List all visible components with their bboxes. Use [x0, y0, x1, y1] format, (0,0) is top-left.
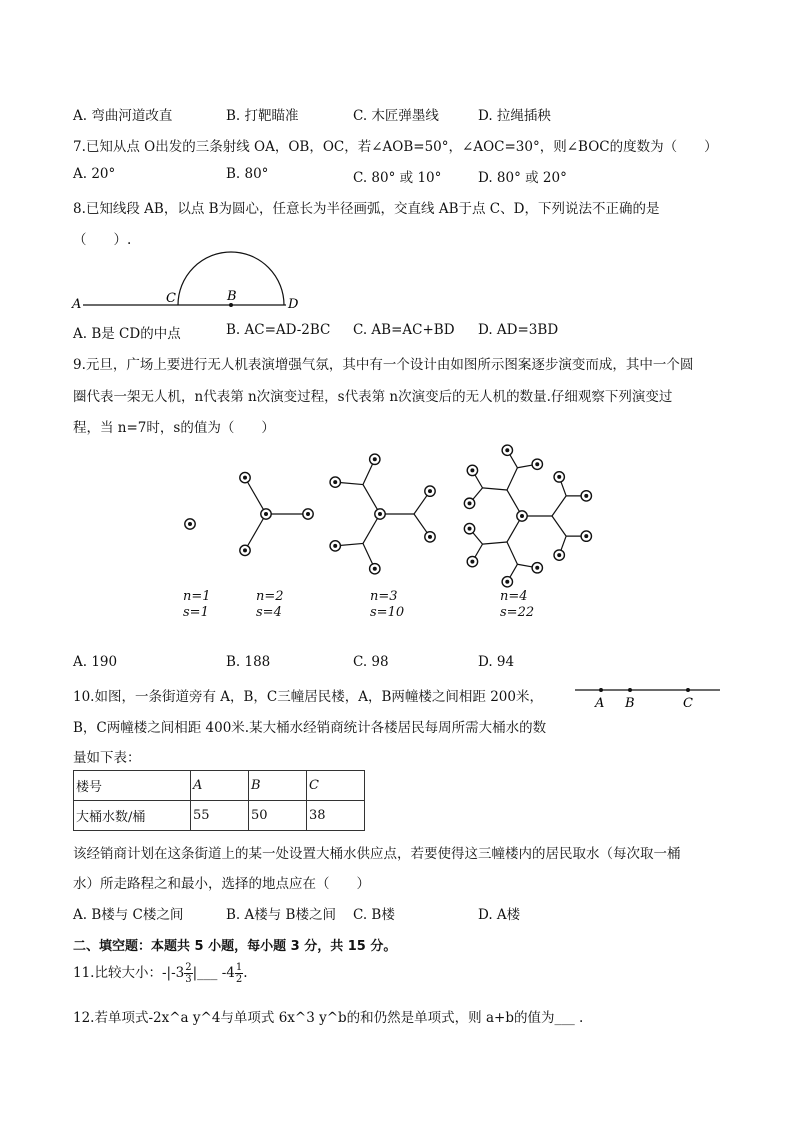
branch-line — [482, 488, 507, 490]
q6-options — [73, 104, 713, 124]
fraction-two-thirds: $\frac{2}{3}$ — [185, 962, 192, 985]
q10-option-d[interactable]: D. A楼 — [478, 907, 521, 923]
street-label-a: A — [595, 696, 605, 711]
drone-circle — [464, 498, 474, 508]
drone-circle — [467, 556, 477, 566]
drone-circle — [185, 519, 195, 529]
q10-line-2: B，C两幢楼之间相距 400米.某大桶水经销商统计各楼居民每周所需大桶水的数 — [73, 720, 547, 736]
stage-3-s: s=10 — [370, 605, 405, 620]
q9-option-c[interactable]: C. 98 — [353, 654, 389, 670]
q7-option-a[interactable]: A. 20° — [73, 166, 116, 182]
branch-line — [482, 542, 507, 544]
q9-option-a[interactable]: A. 190 — [73, 654, 118, 670]
q8-stem-continued: （ ）. — [73, 232, 132, 248]
drone-circle — [554, 550, 564, 560]
q9-line-1: 9.元旦，广场上要进行无人机表演增强气氛，其中有一个设计由如图所示图案逐步演变而成，其中一个圆 — [73, 357, 694, 373]
drone-circle — [464, 523, 474, 533]
drone-circle — [240, 472, 250, 482]
drone-circle — [467, 465, 477, 475]
drone-circle — [502, 445, 512, 455]
street-label-c: C — [683, 696, 693, 711]
branch-line — [552, 516, 566, 536]
stage-4-n: n=4 — [500, 589, 528, 604]
q7-option-c[interactable]: C. 80° 或 10° — [353, 170, 442, 186]
q9-option-b[interactable]: B. 188 — [226, 654, 271, 670]
stage-4-s: s=22 — [500, 605, 535, 620]
q6-option-c[interactable]: C. 木匠弹墨线 — [353, 108, 439, 124]
q8-option-b[interactable]: B. AC=AD-2BC — [226, 322, 331, 338]
table-header-cell: C — [307, 771, 365, 801]
q6-option-a[interactable]: A. 弯曲河道改直 — [73, 108, 173, 124]
section-heading: 二、填空题：本题共 5 小题，每小题 3 分，共 15 分。 — [73, 939, 397, 954]
q11-middle: |___ -4 — [192, 965, 235, 981]
drone-circle — [532, 459, 542, 469]
stage-2-s: s=4 — [256, 605, 282, 620]
drone-circle — [532, 563, 542, 573]
q8-stem: 8.已知线段 AB，以点 B为圆心，任意长为半径画弧，交直线 AB于点 C、D，下列说法不正确的是 — [73, 201, 660, 217]
drone-circle — [370, 564, 380, 574]
q9-options — [73, 654, 713, 674]
drone-circle — [425, 532, 435, 542]
drone-circle — [240, 545, 250, 555]
branch-line — [245, 514, 266, 550]
q10-line-3: 量如下表： — [73, 750, 141, 766]
point-b — [628, 688, 632, 692]
table-header-cell: 楼号 — [74, 771, 191, 801]
q10-street-figure — [570, 680, 725, 712]
q10-after-1: 该经销商计划在这条街道上的某一处设置大桶水供应点，若要使得这三幢楼内的居民取水（每次取一桶 — [73, 846, 681, 862]
drone-circle — [330, 541, 340, 551]
q7-option-b[interactable]: B. 80° — [226, 166, 269, 182]
drone-circle — [517, 511, 527, 521]
stage-3-n: n=3 — [370, 589, 398, 604]
q9-option-d[interactable]: D. 94 — [478, 654, 515, 670]
drone-circle — [375, 509, 385, 519]
q9-drone-figure — [170, 430, 630, 595]
label-a: A — [72, 297, 82, 312]
table-header-cell: B — [249, 771, 307, 801]
branch-line — [245, 478, 266, 514]
label-c: C — [166, 291, 176, 306]
q10-option-a[interactable]: A. B楼与 C楼之间 — [73, 907, 184, 923]
q10-line-1: 10.如图，一条街道旁有 A，B，C三幢居民楼，A，B两幢楼之间相距 200米， — [73, 689, 543, 705]
label-d: D — [288, 297, 299, 312]
q10-options — [73, 903, 713, 923]
q12: 12.若单项式-2x^a y^4与单项式 6x^3 y^b的和仍然是单项式，则 a+b的值为___ . — [73, 1010, 584, 1026]
q7-options — [73, 166, 713, 186]
q7-option-d[interactable]: D. 80° 或 20° — [478, 170, 567, 186]
drone-circle — [502, 577, 512, 587]
label-b: B — [227, 289, 237, 304]
q11-prefix: 11.比较大小：-|-3 — [73, 965, 185, 981]
table-cell: 55 — [191, 801, 249, 831]
drone-circle — [330, 477, 340, 487]
q9-line-2: 圈代表一架无人机，n代表第 n次演变过程，s代表第 n次演变后的无人机的数量.仔细观察下列演变过 — [73, 389, 673, 405]
branch-line — [507, 542, 517, 564]
table-row — [74, 771, 365, 801]
q8-options — [73, 322, 713, 342]
branch-line — [507, 468, 517, 490]
q10-table — [73, 770, 365, 831]
branch-line — [552, 496, 566, 516]
q8-option-a[interactable]: A. B是 CD的中点 — [73, 326, 181, 342]
stage-1-n: n=1 — [183, 589, 211, 604]
q8-figure — [70, 250, 310, 312]
drone-circle — [370, 454, 380, 464]
street-label-b: B — [625, 696, 635, 711]
fraction-one-half: $\frac{1}{2}$ — [235, 962, 243, 985]
q10-option-c[interactable]: C. B楼 — [353, 907, 395, 923]
drone-circle — [425, 486, 435, 496]
drone-circle — [581, 531, 591, 541]
drone-circle — [554, 472, 564, 482]
table-row — [74, 801, 365, 831]
point-a — [599, 688, 603, 692]
q7-stem: 7.已知从点 O出发的三条射线 OA，OB，OC，若∠AOB=50°，∠AOC=30°，则∠BOC的度数为（ ） — [73, 139, 718, 155]
point-c — [686, 688, 690, 692]
table-cell: 38 — [307, 801, 365, 831]
drone-circle — [261, 509, 271, 519]
q10-after-2: 水）所走路程之和最小，选择的地点应在（ ） — [73, 876, 370, 892]
q11-suffix: . — [243, 965, 248, 981]
drone-circle — [303, 509, 313, 519]
q9-line-3: 程，当 n=7时，s的值为（ ） — [73, 420, 275, 436]
q6-option-b[interactable]: B. 打靶瞄准 — [226, 108, 299, 124]
stage-2-n: n=2 — [256, 589, 284, 604]
stage-1-s: s=1 — [183, 605, 209, 620]
table-cell: 大桶水数/桶 — [74, 801, 191, 831]
drone-circle — [581, 491, 591, 501]
table-header-cell: A — [191, 771, 249, 801]
q10-option-b[interactable]: B. A楼与 B楼之间 — [226, 907, 336, 923]
q8-option-d[interactable]: D. AD=3BD — [478, 322, 559, 338]
q11 — [73, 962, 248, 985]
table-cell: 50 — [249, 801, 307, 831]
q8-option-c[interactable]: C. AB=AC+BD — [353, 322, 455, 338]
q6-option-d[interactable]: D. 拉绳插秧 — [478, 108, 551, 124]
